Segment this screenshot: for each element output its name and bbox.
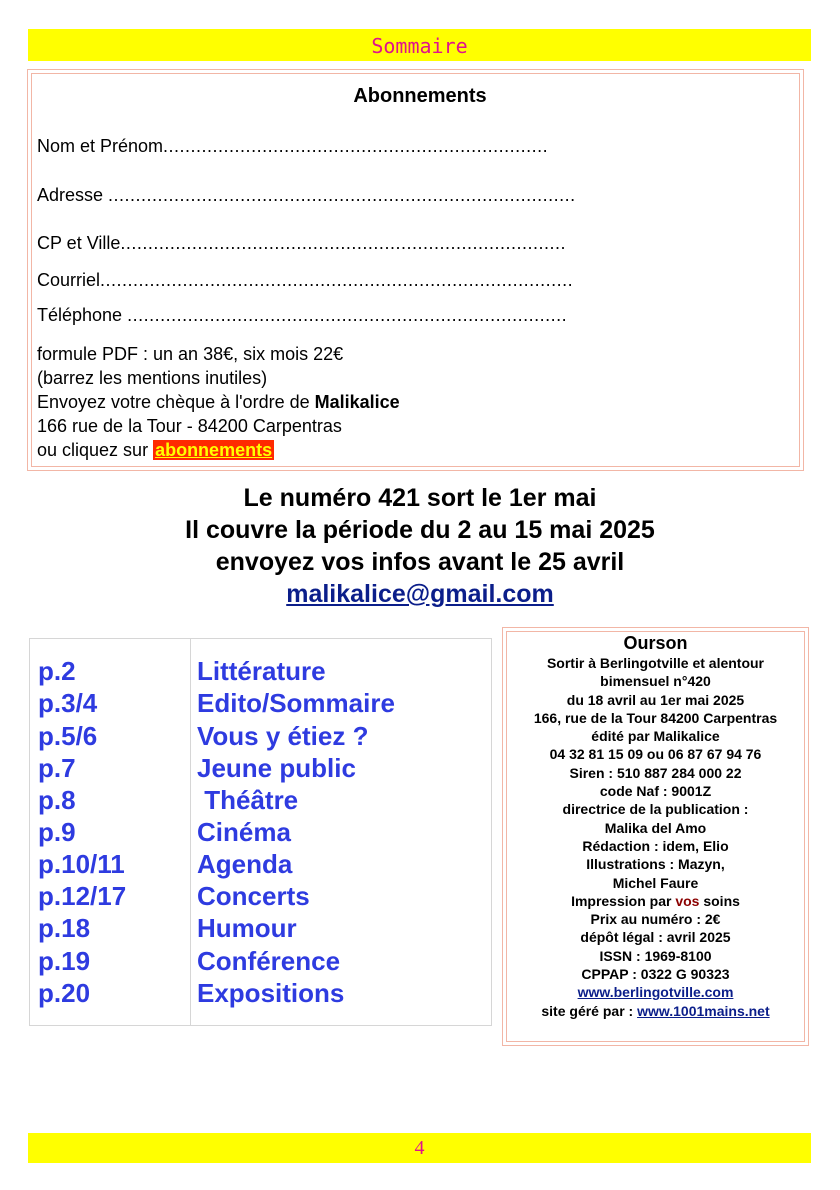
next-issue-announcement: [0, 482, 840, 610]
announce-line-1: Le numéro 421 sort le 1er mai: [243, 484, 597, 512]
page-number: 4: [414, 1137, 425, 1159]
toc-page: p.12/17: [38, 881, 127, 911]
colophon-line: Rédaction : idem, Elio: [582, 837, 729, 854]
host-site-link[interactable]: www.1001mains.net: [637, 1002, 770, 1019]
colophon-line: Illustrations : Mazyn,: [586, 856, 725, 873]
toc-title: Jeune public: [197, 753, 356, 783]
colophon-line: Malika del Amo: [604, 819, 707, 836]
toc-titles-column: [191, 639, 491, 1025]
toc-page: p.10/11: [38, 849, 125, 879]
toc-page: p.18: [38, 913, 91, 943]
toc-title: Humour: [197, 913, 297, 943]
toc-page: p.20: [38, 978, 91, 1008]
colophon-line: directrice de la publication :: [562, 801, 749, 818]
colophon-line: Sortir à Berlingotville et alentour: [546, 655, 765, 671]
colophon-text: [503, 632, 808, 1020]
colophon-line: dépôt légal : avril 2025: [580, 929, 731, 946]
toc-title: Vous y étiez ?: [197, 721, 369, 751]
site-link[interactable]: www.berlingotville.com: [577, 984, 734, 1001]
colophon-line: Michel Faure: [612, 874, 699, 891]
footer-band: [28, 1133, 811, 1163]
header-band: [28, 29, 811, 61]
toc-title: Cinéma: [197, 817, 291, 847]
announce-line-2: Il couvre la période du 2 au 15 mai 2025: [185, 516, 655, 544]
colophon-line: du 18 avril au 1er mai 2025: [566, 691, 745, 708]
toc-page: p.7: [38, 753, 76, 783]
toc-title: Expositions: [197, 978, 345, 1008]
strike-note: (barrez les mentions inutiles): [37, 368, 268, 388]
colophon-line: bimensuel n°420: [600, 673, 711, 690]
address-line: 166 rue de la Tour - 84200 Carpentras: [37, 416, 342, 436]
toc-page: p.5/6: [38, 721, 98, 751]
address-field[interactable]: Adresse .....................................................................................: [37, 185, 576, 205]
toc-title: Agenda: [197, 849, 293, 879]
click-line: ou cliquez sur abonnements: [37, 440, 273, 460]
subscription-title: Abonnements: [353, 85, 487, 107]
toc-title: Littérature: [197, 656, 326, 686]
toc-page: p.9: [38, 817, 76, 847]
toc-page: p.2: [38, 656, 76, 686]
colophon-line: Prix au numéro : 2€: [590, 911, 721, 928]
subscriptions-link[interactable]: abonnements: [155, 440, 273, 460]
email-field[interactable]: Courriel......................................................................................: [37, 270, 574, 290]
colophon-line: site géré par : www.1001mains.net: [541, 1002, 770, 1019]
cheque-line: Envoyez votre chèque à l'ordre de Malikalice: [37, 392, 400, 412]
publication-name: Ourson: [623, 633, 688, 653]
toc-title: Concerts: [197, 881, 310, 911]
price-line: formule PDF : un an 38€, six mois 22€: [37, 344, 344, 364]
colophon-line: édité par Malikalice: [591, 728, 720, 745]
toc-title: Edito/Sommaire: [197, 688, 395, 718]
colophon-line: Impression par vos soins: [571, 892, 740, 909]
toc-title: Conférence: [197, 946, 341, 976]
toc-title: Théâtre: [197, 785, 299, 815]
phone-field[interactable]: Téléphone ................................................................................: [37, 305, 568, 325]
toc-page: p.19: [38, 946, 91, 976]
name-field[interactable]: Nom et Prénom......................................................................: [37, 136, 549, 156]
toc-pages-column: [30, 639, 191, 1025]
colophon-line: 04 32 81 15 09 ou 06 87 67 94 76: [549, 746, 762, 763]
colophon-line: code Naf : 9001Z: [599, 783, 712, 800]
colophon-line: 166, rue de la Tour 84200 Carpentras: [533, 709, 778, 726]
colophon-line: Siren : 510 887 284 000 22: [569, 764, 742, 781]
table-of-contents: [29, 638, 492, 1026]
announce-line-3: envoyez vos infos avant le 25 avril: [215, 548, 625, 576]
subscription-info: [37, 342, 400, 462]
toc-page: p.8: [38, 785, 76, 815]
colophon-line: ISSN : 1969-8100: [599, 947, 712, 964]
colophon-box: [502, 627, 809, 1046]
toc-page: p.3/4: [38, 688, 98, 718]
email-link[interactable]: malikalice@gmail.com: [286, 580, 554, 608]
section-title: Sommaire: [371, 34, 468, 58]
city-field[interactable]: CP et Ville.................................................................................: [37, 233, 566, 253]
colophon-line: CPPAP : 0322 G 90323: [581, 966, 730, 983]
